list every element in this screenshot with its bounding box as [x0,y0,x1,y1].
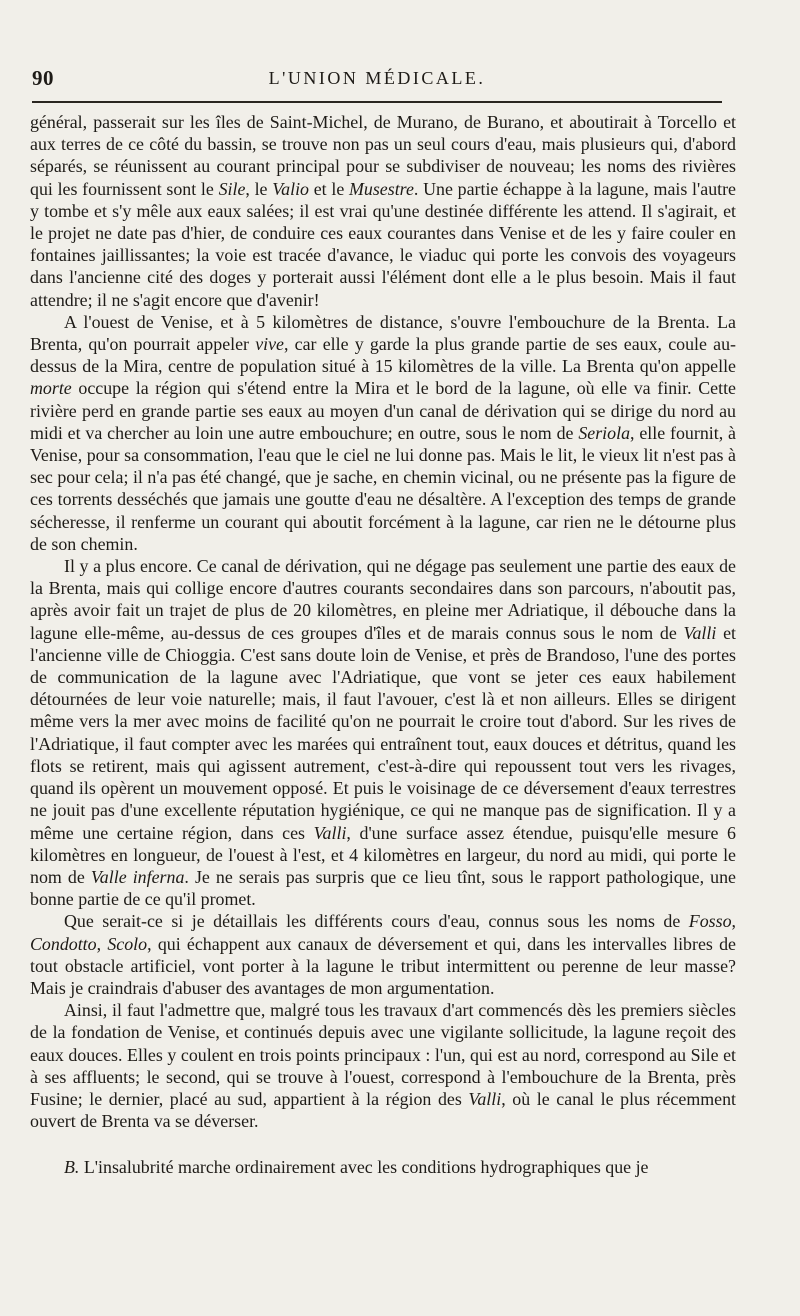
italic-term: Fosso [688,911,732,932]
text-run: , car elle y garde la plus grande partie de ses eaux, coule au-dessus de la Mira, centre de population situé à 15 kilomètres de la ville. La Brenta qu'on appelle [30,334,736,377]
text-run: , qui échappent aux canaux de déversement et qui, dans les intervalles libres de tout obstacle artificiel, vont porter à la lagune le tribut intermittent ou perenne de leur masse? Mais je craindrais d'abuser des avantages de mon argumentation. [30,933,736,998]
text-run: . Je ne serais pas surpris que ce lieu tînt, sous le rapport pathologique, une bonne partie de ce qu'il promet. [30,866,736,910]
text-run: , elle fournit, à Venise, pour sa consommation, l'eau que le ciel ne lui donne pas. Mais le lit, le vieux lit n'est pas à sec pour cela; il n'a pas été changé, que je sache, en chemin vicinal, ou ne présente pas la figure de ces torrents desséchés que jamais une goutte d'eau ne désaltère. A l'exception des temps de grande sécheresse, il renferme un courant qui aboutit forcément à la lagune, car rien ne le détourne plus de son chemin. [30,422,736,554]
page-number: 90 [32,66,54,90]
header-rule [32,101,722,103]
text-run: et l'ancienne ville de Chioggia. C'est sans doute loin de Venise, et près de Brandoso, l'une des portes de communication de la lagune avec l'Adriatique, que vont se jeter ces eaux habilement détournées de leur voie naturelle; mais, il faut l'avouer, c'est là et non ailleurs. Elles se dirigent même vers la mer avec moins de facilité qu'on ne pourrait le croire tout d'abord. Sur les rives de l'Adriatique, il faut compter avec les marées qui entraînent tout, eaux douces et détritus, quand les flots se retirent, mais qui agissent autrement, c'est-à-dire qui repoussent tout vers les rivages, quand ils opèrent un mouvement opposé. Et puis le voisinage de ce déversement d'eaux terrestres ne jouit pas d'une excellente réputation hygiénique, ce qui ne manque pas de signification. Il y a même une certaine région, dans ces [30,622,736,843]
text-run: Que serait-ce si je détaillais les différents cours d'eau, connus sous les noms de [64,911,689,932]
italic-term: Valle inferna [90,866,185,887]
body-text [30,111,736,1179]
text-run: . Une partie échappe à la lagune, mais l'autre y tombe et s'y mêle aux eaux salées; il est vrai qu'une destinée différente les attend. Il s'agirait, et le projet ne date pas d'hier, de conduire ces eaux courantes dans Venise et de les y faire couler en fontaines jaillissantes; la voie est tracée d'avance, le viaduc qui porte les convois des voyageurs dans l'ancienne cité des doges y porterait aussi l'élément dont elle a le plus besoin. Mais il faut attendre; il ne s'agit encore que d'avenir! [30,178,737,310]
text-run: Ainsi, il faut l'admettre que, malgré tous les travaux d'art commencés dès les premiers siècles de la fondation de Venise, et continués depuis avec une vigilante sollicitude, la lagune reçoit des eaux douces. Elles y coulent en trois points principaux : l'un, qui est au nord, correspond au Sile et à ses affluents; le second, qui se trouve à l'ouest, correspond à l'embouchure de la Brenta, près Fusine; le dernier, placé au sud, appartient à la région des [30,1000,736,1109]
italic-term: Sile [218,178,246,199]
text-run: et le [309,178,349,199]
paragraph [30,910,736,999]
running-title: L'UNION MÉDICALE. [268,68,486,88]
text-run: , où le canal le plus récemment ouvert de Brenta va se déverser. [30,1088,737,1132]
text-run: , [731,911,736,932]
italic-term: Valio [272,178,309,199]
italic-term: vive [255,334,284,355]
text-run: A l'ouest de Venise, et à 5 kilomètres de distance, s'ouvre l'embouchure de la Brenta. La Brenta, qu'on pourrait appeler [30,311,736,355]
italic-term: Scolo [107,933,148,954]
italic-term: Valli [313,822,347,843]
italic-term: Valli [468,1088,502,1109]
section-text: L'insalubrité marche ordinairement avec les conditions hydrographiques que je [79,1157,649,1178]
italic-term: Condotto [30,933,97,954]
section-b-paragraph [30,1156,736,1178]
paragraph [30,311,736,555]
text-run: occupe la région qui s'étend entre la Mira et le bord de la lagune, où elle va finir. Cette rivière perd en grande partie ses eaux au moyen d'un canal de dérivation qui se dirige du nord au midi et va chercher au loin une autre embouchure; en outre, sous le nom de [30,378,736,443]
paragraph [30,555,736,910]
text-run: , [96,933,108,954]
italic-term: Musestre [348,178,414,199]
italic-term: morte [30,378,72,399]
paragraph [30,111,736,311]
text-run: , d'une surface assez étendue, puisqu'elle mesure 6 kilomètres en longueur, de l'ouest à l'est, et 4 kilomètres en largeur, du nord au midi, qui porte le nom de [30,822,736,887]
text-run: Il y a plus encore. Ce canal de dérivation, qui ne dégage pas seulement une partie des eaux de la Brenta, mais qui collige encore d'autres courants secondaires dans son parcours, n'aboutit pas, après avoir fait un trajet de plus de 20 kilomètres, en pleine mer Adriatique, il débouche dans la lagune elle-même, au-dessus de ces groupes d'îles et de marais connus sous le nom de [30,556,736,643]
paragraph [30,999,736,1132]
text-run: , le [245,178,273,199]
section-label: B. [64,1157,80,1178]
text-run: général, passerait sur les îles de Saint-Michel, de Murano, de Burano, et aboutirait à Torcello et aux terres de ce côté du bassin, se trouve non pas un seul cours d'eau, mais plusieurs qui, d'abord séparés, se réunissent au courant principal pour se subdiviser de nouveau; les noms des rivières qui les fournissent sont le [30,112,736,199]
italic-term: Valli [683,622,717,643]
page-header [32,66,722,94]
italic-term: Seriola [578,422,631,443]
